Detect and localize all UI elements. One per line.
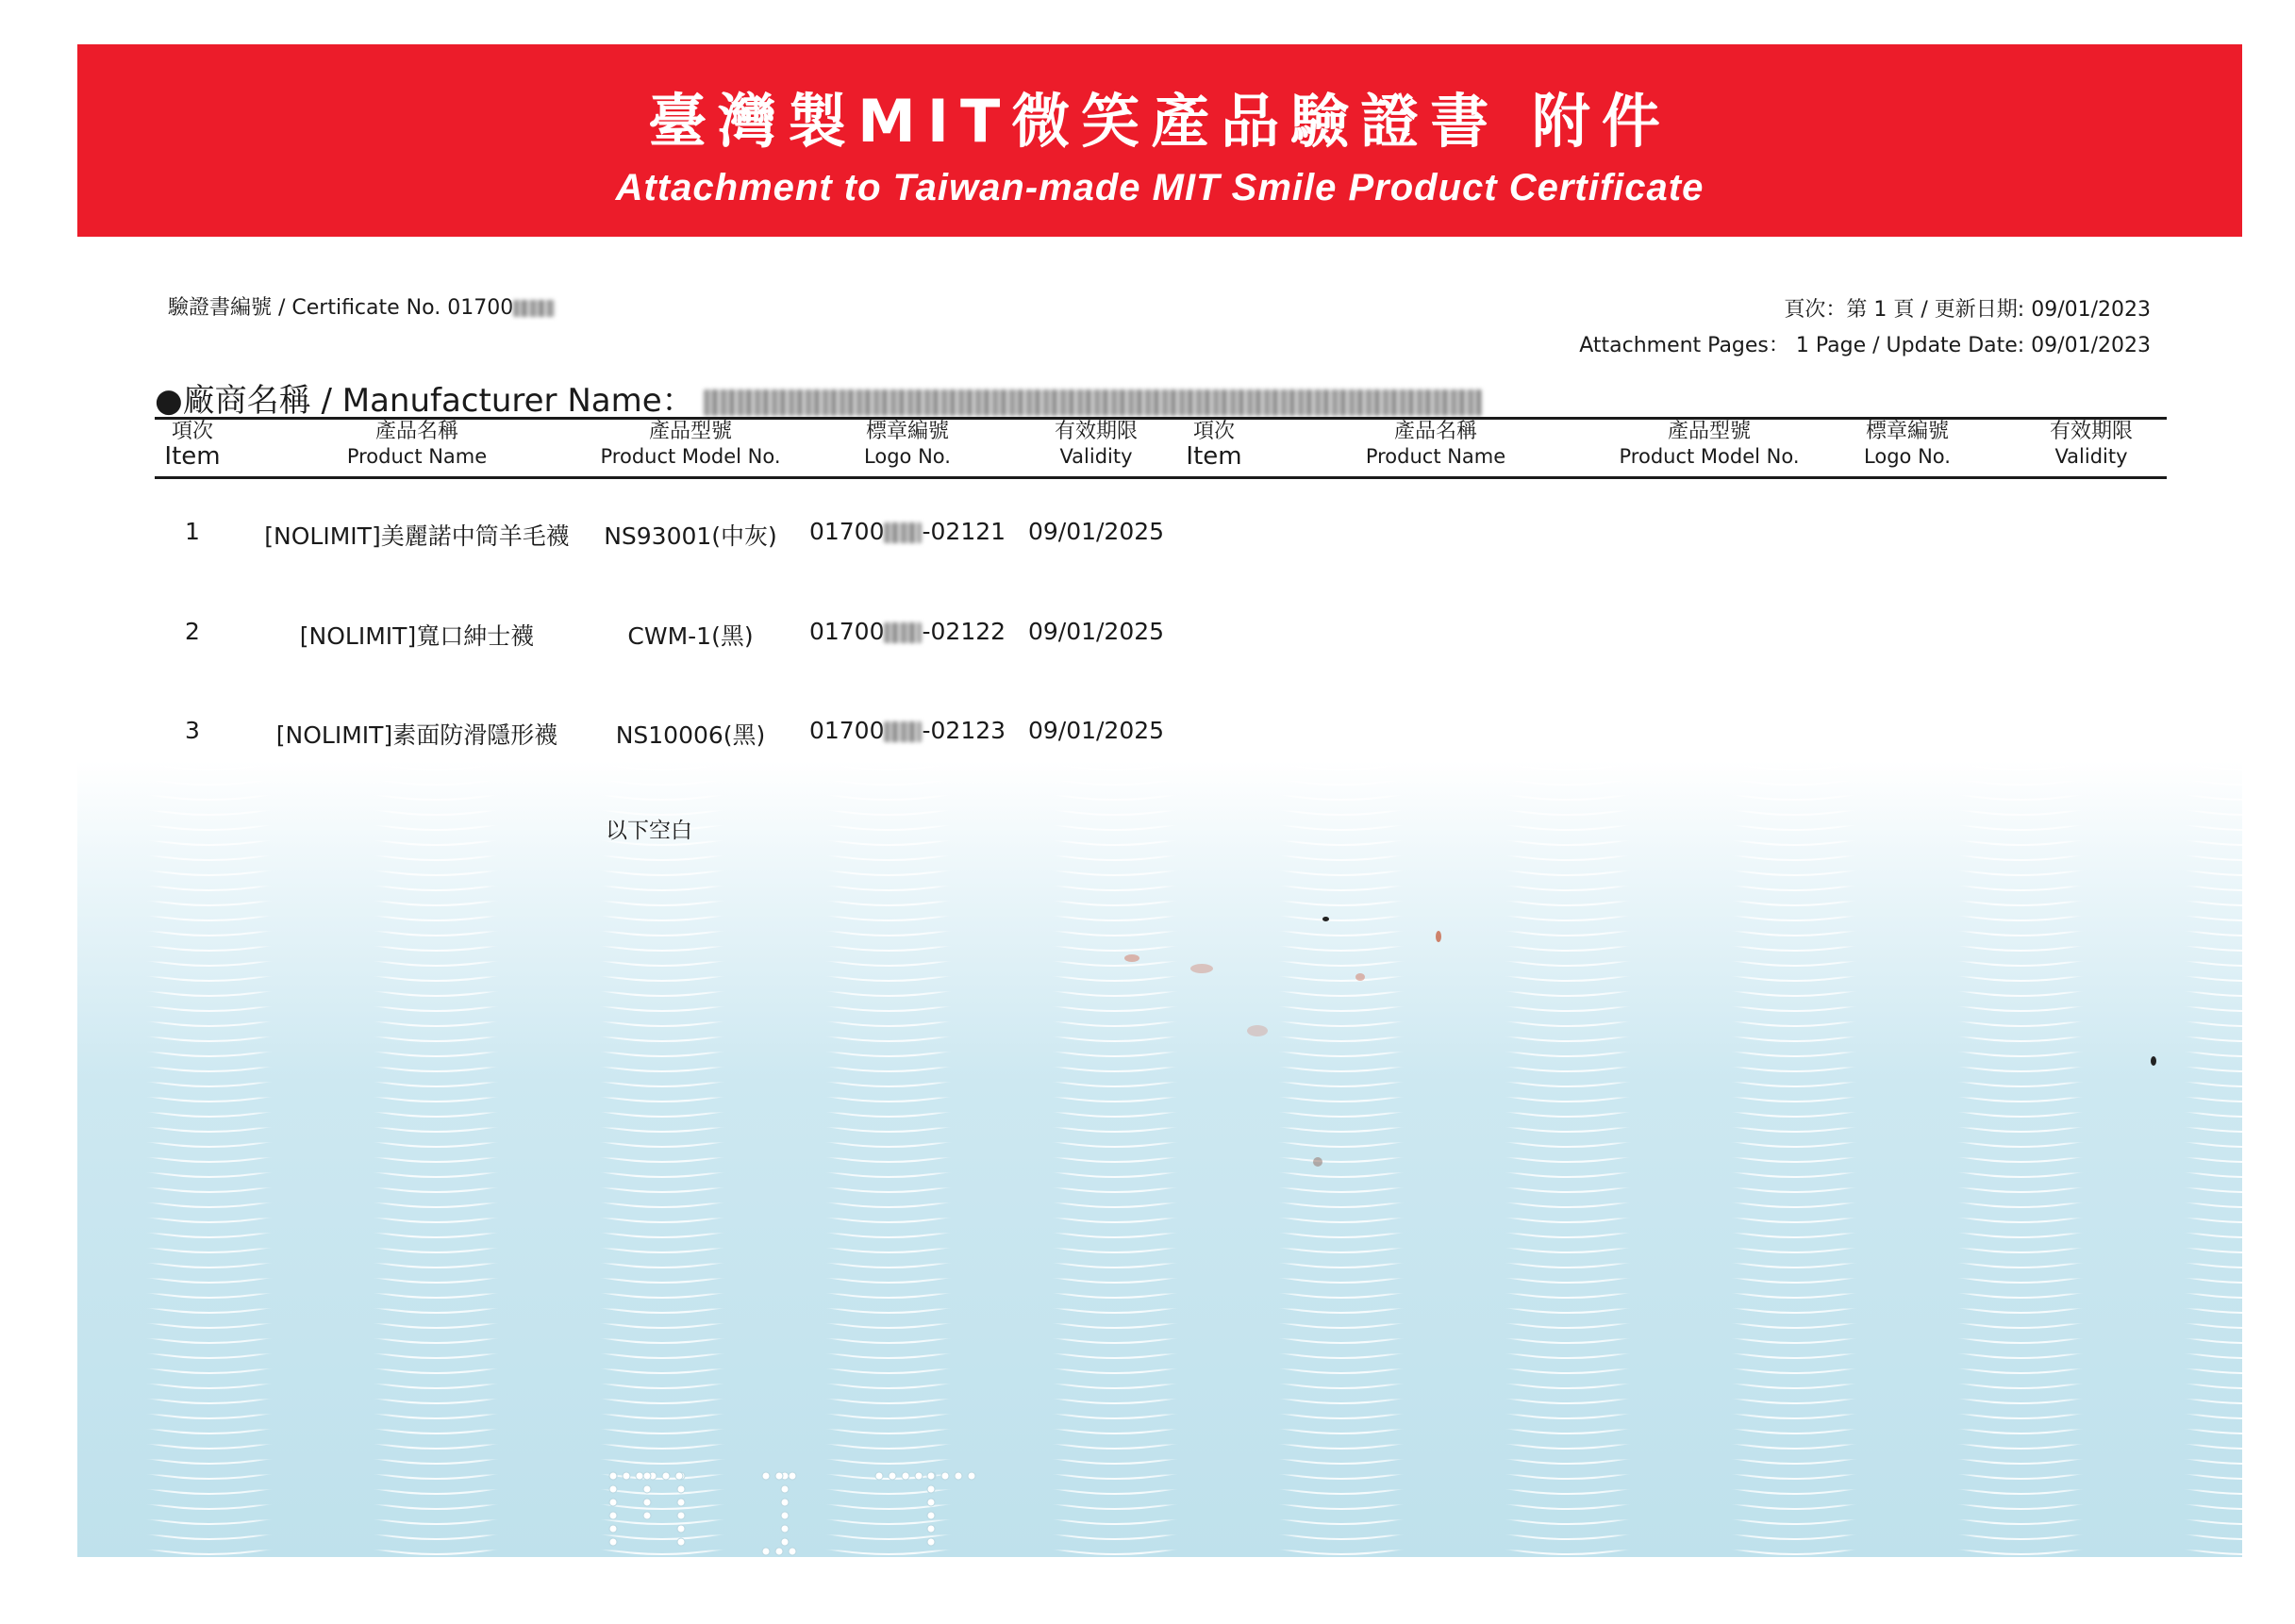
perforation-hole: [941, 1472, 949, 1480]
wave-line: [77, 1318, 2242, 1328]
manufacturer-label: ●廠商名稱 / Manufacturer Name：: [155, 382, 694, 420]
wave-line: [77, 866, 2242, 875]
wave-line: [77, 790, 2242, 800]
header-logo-no: 標章編號 Logo No.: [864, 420, 951, 468]
row-1-logo-no: 01700 -02121: [808, 518, 1006, 545]
title-banner: [77, 44, 2242, 237]
stain-speck: [1313, 1157, 1322, 1167]
wave-line: [77, 911, 2242, 920]
perforation-hole: [781, 1499, 789, 1506]
wave-line: [77, 1213, 2242, 1222]
wave-line: [77, 1122, 2242, 1132]
wave-line: [77, 1364, 2242, 1373]
header-validity-right: 有效期限 Validity: [2049, 420, 2133, 468]
wave-line: [77, 775, 2242, 785]
wave-line: [77, 700, 2242, 709]
perforation-hole: [609, 1499, 617, 1506]
wave-line: [77, 1228, 2242, 1237]
wave-line: [77, 760, 2242, 770]
row-1-item: 1: [185, 518, 200, 545]
row-1-product-name: [NOLIMIT]美麗諾中筒羊毛襪: [264, 522, 570, 550]
wave-line: [77, 1515, 2242, 1524]
perforation-hole: [968, 1472, 975, 1480]
wave-line: [77, 1152, 2242, 1162]
wave-line: [77, 956, 2242, 966]
wave-line: [77, 1484, 2242, 1494]
wave-line: [77, 881, 2242, 890]
perforation-hole: [789, 1472, 796, 1480]
redacted-logo-digits: [884, 622, 922, 643]
perforation-hole: [927, 1472, 935, 1480]
wave-line: [77, 1469, 2242, 1479]
blank-below-note: 以下空白: [606, 819, 692, 843]
header-model-no-right: 產品型號 Product Model No.: [1619, 420, 1800, 468]
wave-background-pattern: [77, 44, 2242, 1557]
header-model-no: 產品型號 Product Model No.: [600, 420, 781, 468]
table-header-bottom-rule: [155, 476, 2167, 479]
page-info-chinese: 頁次：第 1 頁 / 更新日期: 09/01/2023: [1784, 298, 2151, 322]
perforation-hole: [609, 1472, 617, 1480]
wave-line: [77, 1002, 2242, 1011]
perforation-hole: [762, 1472, 770, 1480]
header-product-name: 產品名稱 Product Name: [346, 420, 488, 468]
wave-line: [77, 1500, 2242, 1509]
row-2-logo-no: 01700 -02122: [808, 618, 1006, 645]
stain-speck: [1355, 973, 1365, 981]
stain-speck: [1247, 1025, 1268, 1036]
header-logo-no-right: 標章編號 Logo No.: [1864, 420, 1951, 468]
certificate-label: 驗證書編號 / Certificate No.: [168, 296, 441, 320]
perforation-hole: [643, 1485, 651, 1493]
wave-line: [77, 805, 2242, 815]
redacted-logo-digits: [884, 721, 922, 742]
perforation-hole: [623, 1472, 630, 1480]
redacted-certificate-digits: [513, 300, 555, 317]
perforation-hole: [643, 1512, 651, 1519]
row-1-model-no: NS93001(中灰): [604, 522, 777, 550]
certificate-number-value: 01700: [447, 296, 514, 320]
perforation-hole: [781, 1512, 789, 1519]
perforation-hole: [955, 1472, 962, 1480]
wave-line: [77, 1047, 2242, 1056]
wave-line: [77, 1183, 2242, 1192]
row-3-product-name: [NOLIMIT]素面防滑隱形襪: [275, 721, 558, 749]
wave-line: [77, 1454, 2242, 1464]
wave-line: [77, 1198, 2242, 1207]
wave-line: [77, 1032, 2242, 1041]
wave-line: [77, 1439, 2242, 1449]
wave-line: [77, 1092, 2242, 1102]
wave-line: [77, 1530, 2242, 1539]
perforation-hole: [609, 1512, 617, 1519]
wave-line: [77, 926, 2242, 936]
row-3-item: 3: [185, 717, 200, 744]
stain-speck: [1124, 954, 1139, 962]
wave-line: [77, 1258, 2242, 1268]
perforation-hole: [643, 1499, 651, 1506]
perforation-hole: [609, 1538, 617, 1546]
banner-title-chinese: 臺灣製MIT微笑產品驗證書 附件: [648, 87, 1671, 156]
page-info-english: Attachment Pages： 1 Page / Update Date: 09/01/2023: [1579, 334, 2151, 357]
perforation-hole: [927, 1538, 935, 1546]
perforation-hole: [902, 1472, 909, 1480]
perforation-hole: [927, 1499, 935, 1506]
wave-line: [77, 1062, 2242, 1071]
wave-line: [77, 1379, 2242, 1388]
wave-line: [77, 1107, 2242, 1117]
perforation-hole: [781, 1538, 789, 1546]
wave-line: [77, 836, 2242, 845]
wave-line: [77, 1394, 2242, 1403]
row-3-validity: 09/01/2025: [1027, 717, 1165, 744]
wave-line: [77, 1077, 2242, 1086]
wave-line: [77, 1424, 2242, 1433]
perforation-hole: [643, 1472, 651, 1480]
perforation-hole: [781, 1525, 789, 1533]
wave-line: [77, 1017, 2242, 1026]
redacted-manufacturer-name: [704, 389, 1482, 416]
wave-line: [77, 986, 2242, 996]
perforation-hole: [677, 1538, 685, 1546]
wave-line: [77, 1334, 2242, 1343]
perforation-mit-holes: [606, 1468, 1002, 1557]
wave-line: [77, 1545, 2242, 1554]
wave-line: [77, 1243, 2242, 1252]
perforation-hole: [927, 1525, 935, 1533]
perforation-hole: [915, 1472, 923, 1480]
row-2-product-name: [NOLIMIT]寬口紳士襪: [299, 622, 535, 650]
stain-speck: [1436, 931, 1441, 942]
row-2-validity: 09/01/2025: [1027, 618, 1165, 645]
perforation-hole: [609, 1485, 617, 1493]
perforation-hole: [636, 1472, 643, 1480]
row-3-logo-no: 01700 -02123: [808, 717, 1006, 744]
wave-line: [77, 941, 2242, 951]
manufacturer-name: [155, 374, 1482, 421]
perforation-hole: [677, 1499, 685, 1506]
stain-speck: [1190, 964, 1213, 973]
wave-line: [77, 851, 2242, 860]
banner-title-english: Attachment to Taiwan-made MIT Smile Product Certificate: [615, 167, 1705, 208]
perforation-hole: [609, 1525, 617, 1533]
row-2-item: 2: [185, 618, 200, 645]
header-validity: 有效期限 Validity: [1054, 420, 1138, 468]
row-3-model-no: NS10006(黑): [615, 721, 766, 749]
perforation-hole: [677, 1525, 685, 1533]
perforation-hole: [927, 1485, 935, 1493]
perforation-hole: [762, 1548, 770, 1555]
perforation-hole: [675, 1472, 683, 1480]
stain-speck: [2151, 1056, 2156, 1066]
wave-line: [77, 971, 2242, 981]
perforation-hole: [677, 1485, 685, 1493]
perforation-hole: [775, 1548, 783, 1555]
perforation-hole: [781, 1485, 789, 1493]
header-item-right: 項次 Item: [1186, 420, 1242, 471]
header-item: 項次 Item: [164, 420, 221, 471]
wave-line: [77, 1168, 2242, 1177]
perforation-hole: [927, 1512, 935, 1519]
certificate-page: [77, 44, 2242, 1557]
perforation-hole: [889, 1472, 896, 1480]
perforation-hole: [775, 1472, 783, 1480]
stain-speck: [1322, 917, 1329, 921]
row-2-model-no: CWM-1(黑): [627, 622, 754, 650]
row-1-validity: 09/01/2025: [1027, 518, 1165, 545]
wave-line: [77, 896, 2242, 905]
wave-line: [77, 1349, 2242, 1358]
header-product-name-right: 產品名稱 Product Name: [1365, 420, 1506, 468]
perforation-hole: [875, 1472, 883, 1480]
wave-line: [77, 820, 2242, 830]
certificate-number: [168, 291, 555, 321]
perforation-hole: [677, 1512, 685, 1519]
wave-line: [77, 1303, 2242, 1313]
wave-line: [77, 1273, 2242, 1283]
perforation-hole: [789, 1548, 796, 1555]
perforation-hole: [662, 1472, 670, 1480]
wave-line: [77, 1137, 2242, 1147]
redacted-logo-digits: [884, 522, 922, 543]
wave-line: [77, 1288, 2242, 1298]
wave-line: [77, 1409, 2242, 1418]
